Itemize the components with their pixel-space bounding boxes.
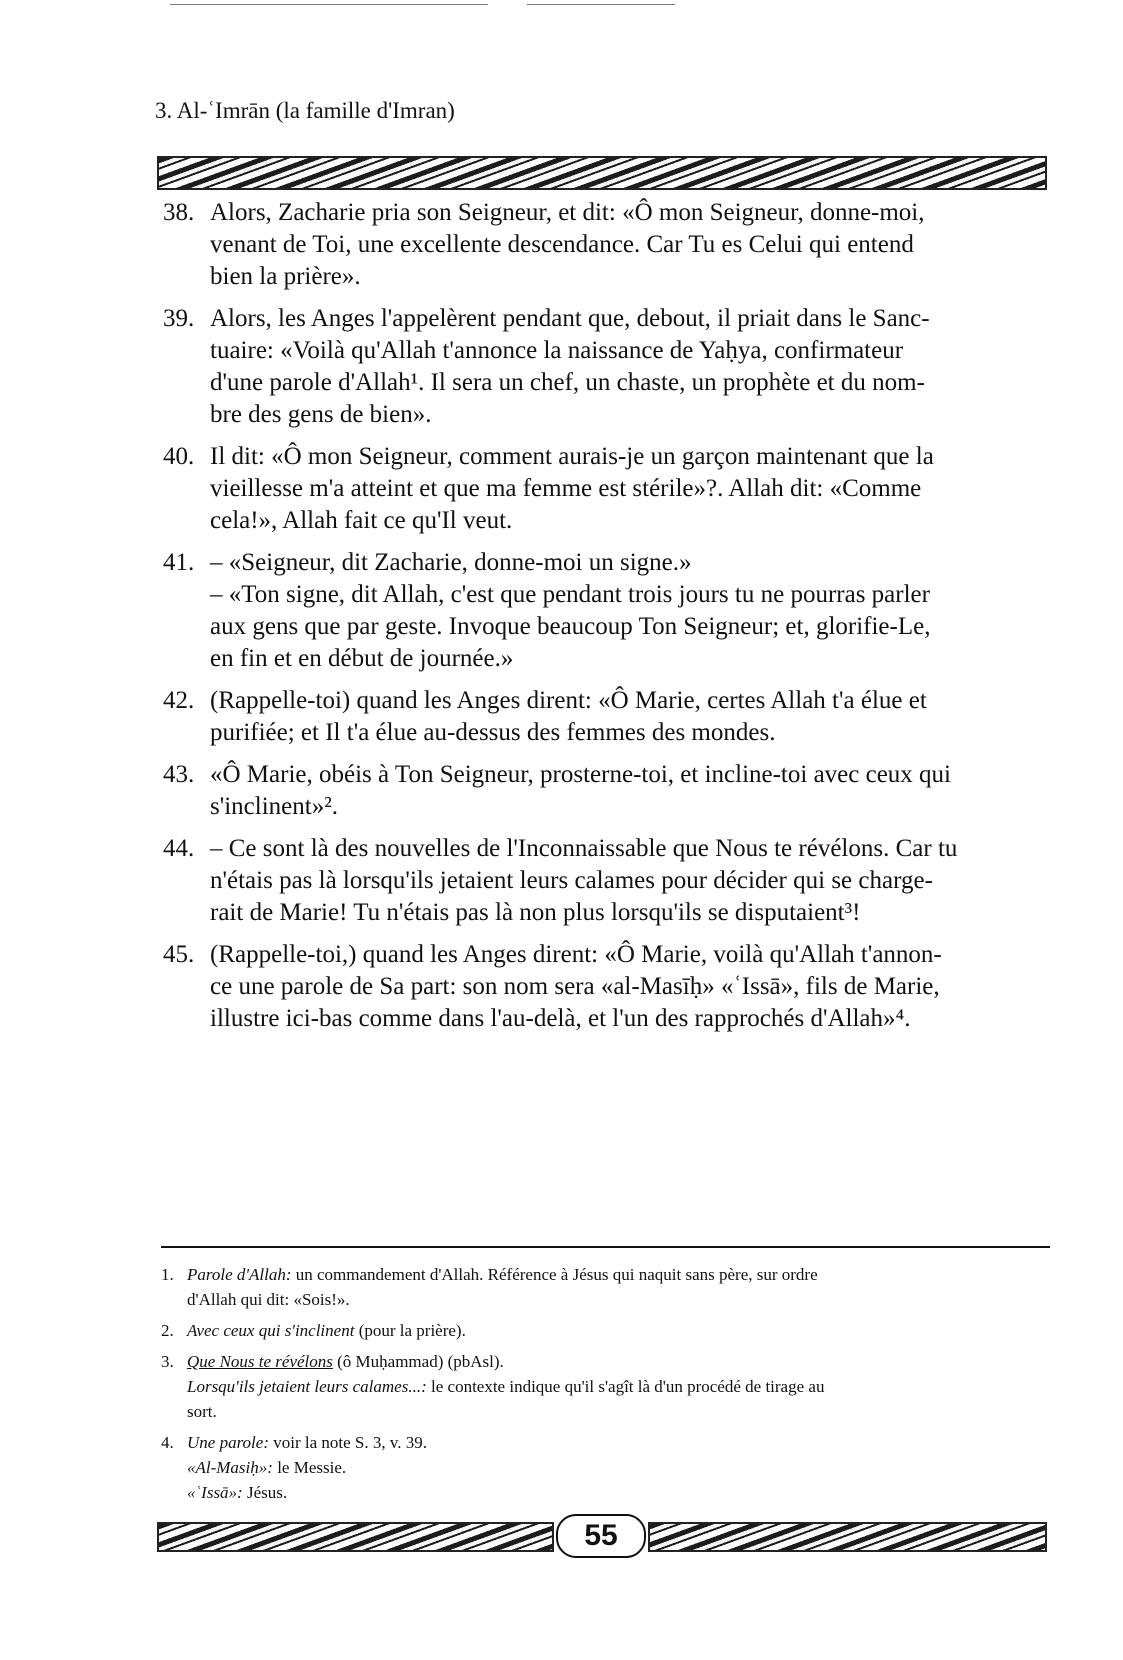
verse-line: – Ce sont là des nouvelles de l'Inconnaissable que Nous te révélons. Car tu	[210, 835, 958, 862]
footnote-number: 2.	[161, 1321, 174, 1340]
footnote-text: Jésus.	[242, 1483, 288, 1502]
verse-line: s'inclinent»².	[210, 793, 338, 820]
verse	[163, 939, 1051, 1035]
verse-number: 43.	[163, 761, 195, 788]
verse-line: Alors, Zacharie pria son Seigneur, et dit: «Ô mon Seigneur, donne-moi,	[210, 199, 925, 226]
verse-line: venant de Toi, une excellente descendance. Car Tu es Celui qui entend	[210, 231, 914, 258]
footnote-text: le contexte indique qu'il s'agît là d'un procédé de tirage au	[426, 1377, 825, 1396]
footnote-term: Avec ceux qui s'inclinent	[187, 1321, 355, 1340]
verses	[163, 197, 1051, 1045]
verse-line: illustre ici-bas comme dans l'au-delà, et l'un des rapprochés d'Allah»⁴.	[210, 1005, 911, 1032]
verse-number: 38.	[163, 199, 195, 226]
verse-line: vieillesse m'a atteint et que ma femme est stérile»?. Allah dit: «Comme	[210, 475, 922, 502]
footer-chain-band-right	[648, 1522, 1047, 1552]
verse-line: ce une parole de Sa part: son nom sera «al-Masīḥ» «ʿIssā», fils de Marie,	[210, 973, 940, 1000]
verse-line: bien la prière».	[210, 263, 361, 290]
footnote-text: (pour la prière).	[354, 1321, 466, 1340]
footnote-text: (ô Muḥammad) (pbAsl).	[332, 1352, 504, 1371]
footnote-term: Une parole:	[187, 1433, 269, 1452]
verse-number: 44.	[163, 835, 195, 862]
verse	[163, 197, 1051, 293]
footnote-term: Que Nous te révélons	[187, 1352, 333, 1371]
verse-line: Il dit: «Ô mon Seigneur, comment aurais-je un garçon maintenant que la	[210, 443, 934, 470]
verse-line: cela!», Allah fait ce qu'Il veut.	[210, 507, 513, 534]
footnote-text: d'Allah qui dit: «Sois!».	[187, 1290, 350, 1309]
footnote-number: 3.	[161, 1352, 174, 1371]
top-rule-right	[527, 4, 675, 5]
verse	[163, 685, 1051, 749]
verse-number: 39.	[163, 305, 195, 332]
footnote-term: Parole d'Allah:	[187, 1265, 292, 1284]
footnote-2	[161, 1318, 1050, 1343]
verse-line: aux gens que par geste. Invoque beaucoup Ton Seigneur; et, glorifie-Le,	[210, 613, 931, 640]
verse-line: bre des gens de bien».	[210, 401, 432, 428]
verse-line: «Ô Marie, obéis à Ton Seigneur, prosterne-toi, et incline-toi avec ceux qui	[210, 761, 952, 788]
footnotes	[161, 1262, 1050, 1511]
verse-number: 40.	[163, 443, 195, 470]
verse-line: tuaire: «Voilà qu'Allah t'annonce la naissance de Yaḥya, confirmateur	[210, 337, 904, 364]
verse-line: d'une parole d'Allah¹. Il sera un chef, un chaste, un prophète et du nom-	[210, 369, 925, 396]
verse	[163, 833, 1051, 929]
verse-line: (Rappelle-toi,) quand les Anges dirent: «Ô Marie, voilà qu'Allah t'annon-	[210, 941, 942, 968]
verse	[163, 441, 1051, 537]
footer-chain-band-left	[157, 1522, 554, 1552]
footnote-rule	[161, 1246, 1050, 1248]
verse-line: – «Seigneur, dit Zacharie, donne-moi un signe.»	[210, 549, 692, 576]
verse-number: 41.	[163, 549, 195, 576]
verse-line: Alors, les Anges l'appelèrent pendant que, debout, il priait dans le Sanc-	[210, 305, 930, 332]
verse-number: 42.	[163, 687, 195, 714]
page-header: 3. Al-ʿImrān (la famille d'Imran)	[155, 98, 455, 123]
footnote-3	[161, 1349, 1050, 1424]
footnote-1	[161, 1262, 1050, 1312]
footnote-term: Lorsqu'ils jetaient leurs calames...:	[187, 1377, 427, 1396]
verse	[163, 759, 1051, 823]
footnote-text: sort.	[187, 1402, 217, 1421]
footnote-text: un commandement d'Allah. Référence à Jésus qui naquit sans père, sur ordre	[291, 1265, 818, 1284]
footnote-text: voir la note S. 3, v. 39.	[269, 1433, 428, 1452]
verse-number: 45.	[163, 941, 195, 968]
footnote-number: 1.	[161, 1265, 174, 1284]
verse-line: (Rappelle-toi) quand les Anges dirent: «Ô Marie, certes Allah t'a élue et	[210, 687, 927, 714]
verse-line: rait de Marie! Tu n'étais pas là non plus lorsqu'ils se disputaient³!	[210, 899, 861, 926]
verse	[163, 547, 1051, 675]
footnote-term: «Al-Masiḥ»:	[187, 1458, 273, 1477]
verse	[163, 303, 1051, 431]
verse-line: – «Ton signe, dit Allah, c'est que pendant trois jours tu ne pourras parler	[210, 581, 930, 608]
footnote-number: 4.	[161, 1433, 174, 1452]
verse-line: n'étais pas là lorsqu'ils jetaient leurs calames pour décider qui se charge-	[210, 867, 933, 894]
page-number: 55	[556, 1514, 646, 1558]
verse-line: en fin et en début de journée.»	[210, 645, 514, 672]
decorative-chain-band	[157, 156, 1047, 190]
verse-line: purifiée; et Il t'a élue au-dessus des femmes des mondes.	[210, 719, 776, 746]
top-rule-left	[170, 4, 488, 5]
footnote-4	[161, 1430, 1050, 1505]
footnote-text: le Messie.	[272, 1458, 347, 1477]
footnote-term: «ʿIssā»:	[187, 1483, 243, 1502]
